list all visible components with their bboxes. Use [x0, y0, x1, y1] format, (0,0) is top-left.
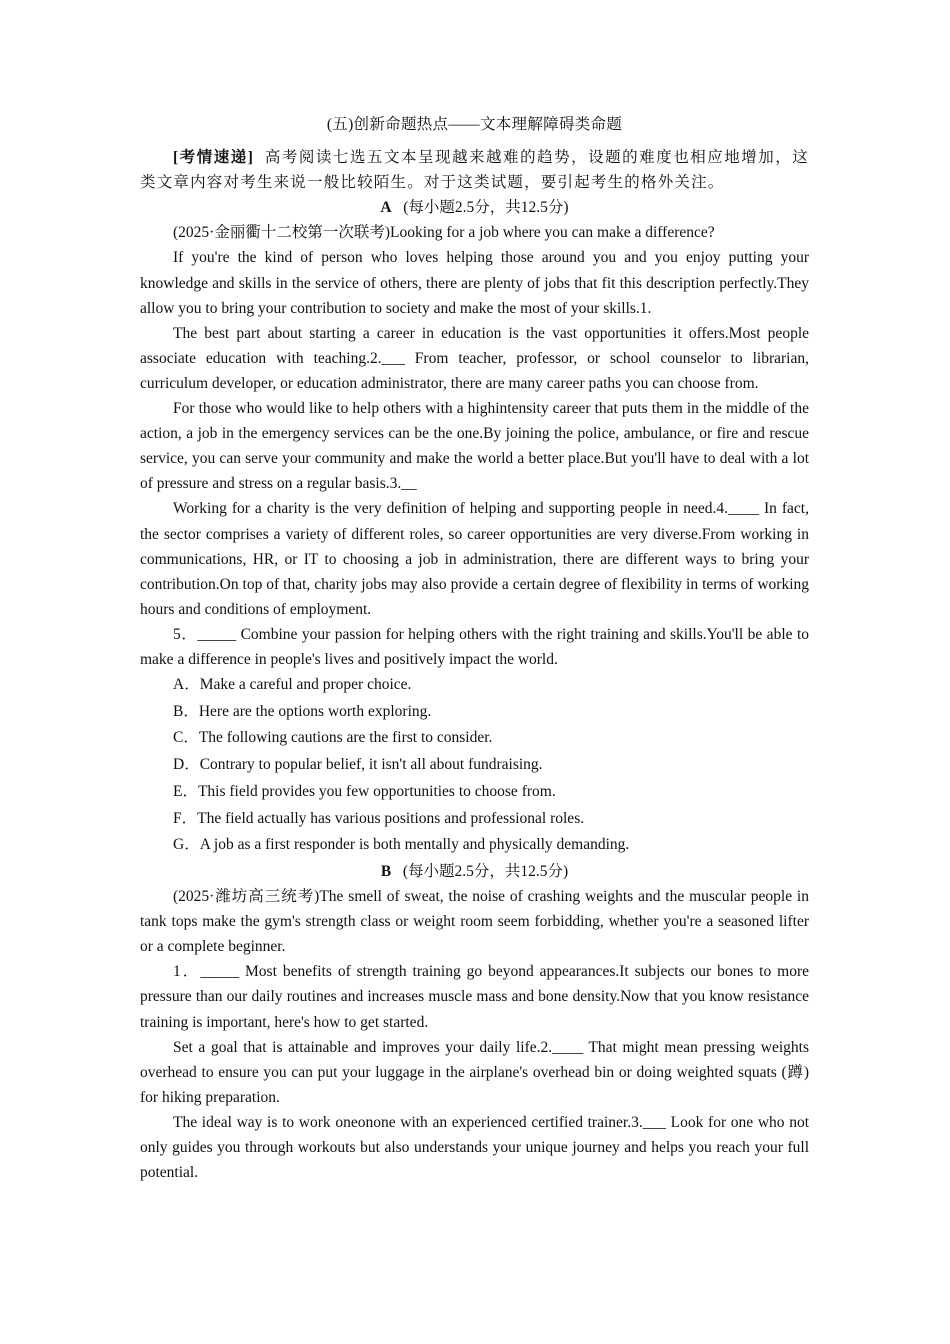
section-a-letter: A: [380, 199, 392, 217]
option-d: D．Contrary to popular belief, it isn't all about fundraising.: [173, 756, 543, 774]
option-e: E．This field provides you few opportunities to choose from.: [173, 782, 556, 800]
passage-paragraph: Set a goal that is attainable and improves your daily life.2.____ That might mean pressing weights overhead to ensure you can put your luggage in the airplane's overhead bin or doing weighted squats (蹲) for hiking preparation.: [140, 1038, 809, 1106]
section-b-score: (每小题2.5分，共12.5分): [402, 862, 569, 880]
page-title: (五)创新命题热点——文本理解障碍类命题: [326, 116, 623, 133]
option-a: A．Make a careful and proper choice.: [173, 676, 412, 694]
option-f: F．The field actually has various positions and professional roles.: [173, 809, 585, 827]
intro-paragraph: [140, 145, 809, 195]
passage-paragraph: The ideal way is to work oneonone with an experienced certified trainer.3.___ Look for one who not only guides you through workouts but also understands your unique journey and helps you reach your full potential.: [140, 1113, 809, 1182]
section-a-score: (每小题2.5分，共12.5分): [403, 199, 569, 217]
document-page: [140, 112, 809, 1185]
passage-paragraph: If you're the kind of person who loves helping those around you and you enjoy putting your knowledge and skills in the service of others, there are plenty of jobs that fit this description perfectly.They allow you to bring your contribution to society and make the most of your skills.1.: [140, 249, 809, 317]
section-b-heading: [140, 859, 809, 884]
passage-paragraph: For those who would like to help others with a highintensity career that puts them in the middle of the action, a job in the emergency services can be the one.By joining the police, ambulance, or fire and rescue service, you can serve your community and make the world a better place.But you'll have to deal with a lot of pressure and stress on a regular basis.3.__: [140, 400, 809, 493]
section-a-title: Looking for a job where you can make a difference?: [390, 224, 715, 242]
passage-paragraph: 5．_____ Combine your passion for helping others with the right training and skills.You'll be able to make a difference in people's lives and positively impact the world.: [140, 625, 809, 668]
section-a-source-line: [140, 220, 809, 245]
section-a-source: (2025·金丽衢十二校第一次联考): [173, 224, 390, 242]
option-b: B．Here are the options worth exploring.: [173, 702, 432, 720]
section-b-lead-paragraph: [140, 884, 809, 959]
intro-label: [考情速递]: [173, 149, 255, 167]
section-b-lead: The smell of sweat, the noise of crashing weights and the muscular people in tank tops make the gym's strength class or weight room seem forbidding, whether you're a seasoned lifter or a complete beginner.: [140, 888, 809, 956]
intro-text: 高考阅读七选五文本呈现越来越难的趋势，设题的难度也相应地增加，这类文章内容对考生来说一般比较陌生。对于这类试题，要引起考生的格外关注。: [140, 149, 809, 192]
section-b-source: (2025·潍坊高三统考): [173, 888, 320, 906]
passage-paragraph: 1．_____ Most benefits of strength training go beyond appearances.It subjects our bones to more pressure than our daily routines and increases muscle mass and bone density.Now that you know resistance training is important, here's how to get started.: [140, 963, 809, 1031]
passage-paragraph: The best part about starting a career in education is the vast opportunities it offers.Most people associate education with teaching.2.___ From teacher, professor, or school counselor to librarian, curriculum developer, or education administrator, there are many career paths you can choose from.: [140, 324, 809, 392]
option-c: C．The following cautions are the first to consider.: [173, 729, 493, 747]
passage-paragraph: Working for a charity is the very definition of helping and supporting people in need.4.____ In fact, the sector comprises a variety of different roles, so career opportunities are very diverse.From working in communications, HR, or IT to choosing a job in administration, there are different ways to bring your contribution.On top of that, charity jobs may also provide a certain degree of flexibility in terms of working hours and conditions of employment.: [140, 500, 809, 618]
section-a-heading: [140, 195, 809, 220]
section-b-letter: B: [380, 862, 392, 880]
option-g: G．A job as a first responder is both mentally and physically demanding.: [173, 836, 630, 854]
